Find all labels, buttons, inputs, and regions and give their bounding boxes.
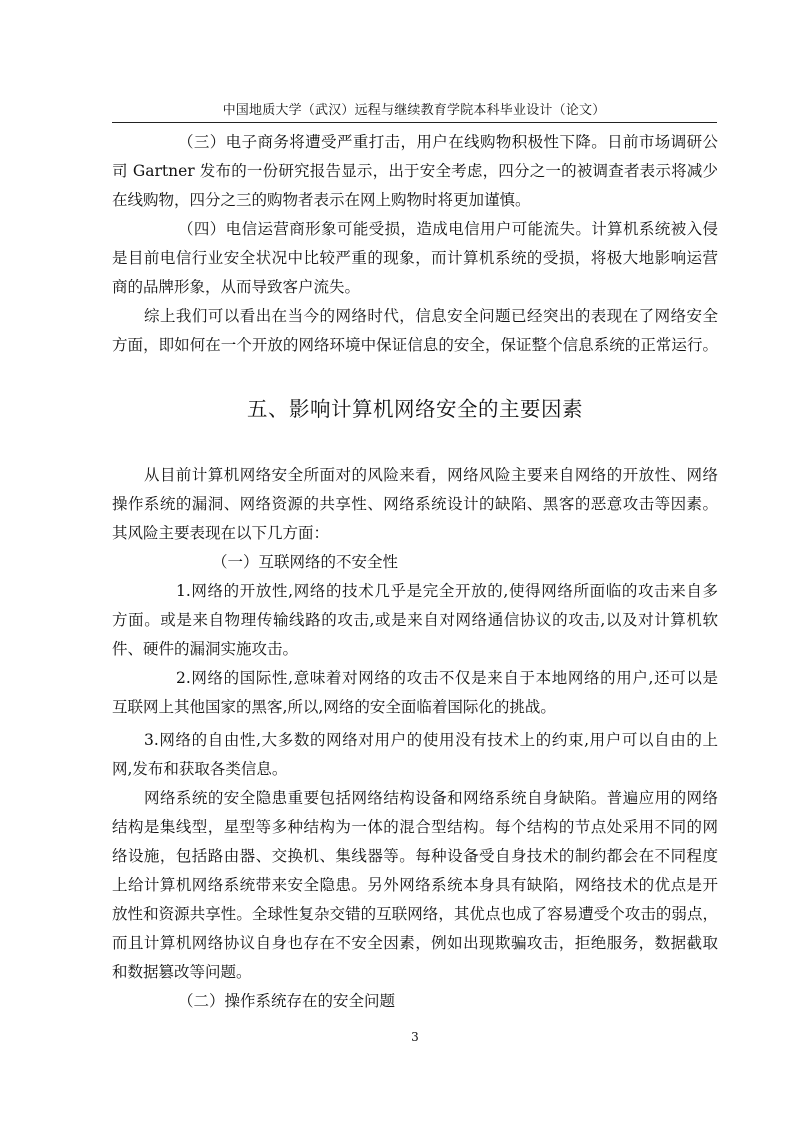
subsection-heading: （二）操作系统存在的安全问题 [178,992,396,1010]
paragraph-line: 3.网络的自由性,大多数的网络对用户的使用没有技术上的约束,用户可以自由的上 [144,731,718,749]
paragraph-line: 放性和资源共享性。全球性复杂交错的互联网络，其优点也成了容易遭受个攻击的弱点， [112,905,718,923]
paragraph-line: 综上我们可以看出在当今的网络时代，信息安全问题已经突出的表现在了网络安全 [144,307,718,325]
header-rule [112,122,717,123]
section-title: 五、影响计算机网络安全的主要因素 [247,397,583,421]
paragraph-line: 操作系统的漏洞、网络资源的共享性、网络系统设计的缺陷、黑客的恶意攻击等因素。 [112,495,718,513]
paragraph-line: 1.网络的开放性,网络的技术几乎是完全开放的,使得网络所面临的攻击来自多 [176,582,718,600]
paragraph-line: 方面，即如何在一个开放的网络环境中保证信息的安全，保证整个信息系统的正常运行。 [112,336,718,354]
paragraph-line: 结构是集线型，星型等多种结构为一体的混合型结构。每个结构的节点处采用不同的网 [112,818,718,836]
paragraph-line: 是目前电信行业安全状况中比较严重的现象，而计算机系统的受损，将极大地影响运营 [112,249,718,267]
paragraph-line: 从目前计算机网络安全所面对的风险来看，网络风险主要来自网络的开放性、网络 [144,466,718,484]
paragraph-line: 上给计算机网络系统带来安全隐患。另外网络系统本身具有缺陷，网络技术的优点是开 [112,876,718,894]
paragraph-line: 互联网上其他国家的黑客,所以,网络的安全面临着国际化的挑战。 [112,698,556,716]
subsection-heading: （一）互联网络的不安全性 [212,553,399,571]
paragraph-line: 在线购物，四分之三的购物者表示在网上购物时将更加谨慎。 [112,191,531,209]
paragraph-line: 件、硬件的漏洞实施攻击。 [112,640,299,658]
paragraph-line: 2.网络的国际性,意味着对网络的攻击不仅是来自于本地网络的用户,还可以是 [176,669,718,687]
paragraph-line: 方面。或是来自物理传输线路的攻击,或是来自对网络通信协议的攻击,以及对计算机软 [112,611,718,629]
paragraph-line: 和数据篡改等问题。 [112,963,252,981]
paragraph-line: 络设施，包括路由器、交换机、集线器等。每种设备受自身技术的制约都会在不同程度 [112,847,718,865]
paragraph-line: （四）电信运营商形象可能受损，造成电信用户可能流失。计算机系统被入侵 [178,220,718,238]
paragraph-line: 而且计算机网络协议自身也存在不安全因素，例如出现欺骗攻击，拒绝服务，数据截取 [112,934,718,952]
running-header: 中国地质大学（武汉）远程与继续教育学院本科毕业设计（论文） [222,103,606,118]
paragraph-line: 其风险主要表现在以下几方面： [112,524,330,542]
paragraph-line: （三）电子商务将遭受严重打击，用户在线购物积极性下降。日前市场调研公 [178,133,718,151]
paragraph-line: 商的品牌形象，从而导致客户流失。 [112,278,361,296]
paragraph-line: 网,发布和获取各类信息。 [112,760,288,778]
page-number: 3 [411,1030,419,1044]
paragraph-line: 司 Gartner 发布的一份研究报告显示，出于安全考虑，四分之一的被调查者表示将减少 [112,162,718,180]
paragraph-line: 网络系统的安全隐患重要包括网络结构设备和网络系统自身缺陷。普遍应用的网络 [144,789,718,807]
